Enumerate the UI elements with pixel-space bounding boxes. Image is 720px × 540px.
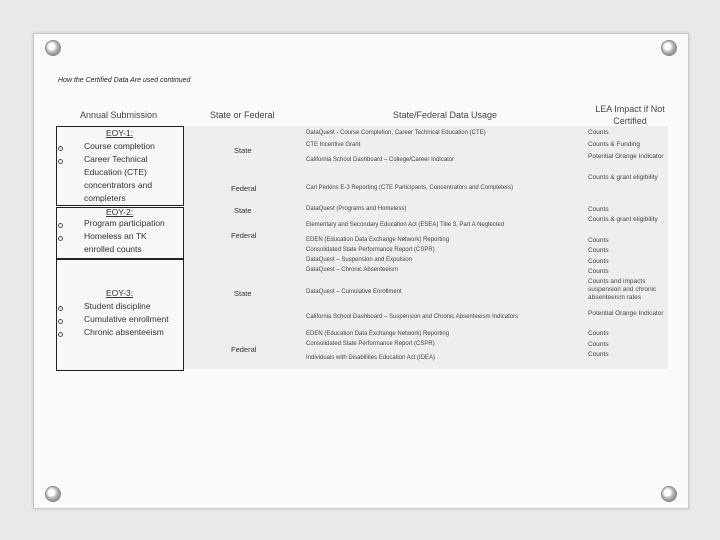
- bullet-icon: [58, 332, 63, 337]
- impact-item: Counts: [588, 341, 609, 348]
- header-lea-impact: LEA Impact if Not Certified: [595, 104, 665, 126]
- state-federal-cell: State: [234, 146, 252, 155]
- list-item: Education (CTE): [84, 167, 147, 177]
- impact-item: Counts: [588, 330, 609, 337]
- usage-item: DataQuest – Chronic Absenteeism: [306, 267, 399, 273]
- impact-item: Counts: [588, 247, 609, 254]
- bullet-icon: [58, 159, 63, 164]
- pin-icon: [661, 40, 677, 56]
- impact-item: Counts: [588, 268, 609, 275]
- list-item: Program participation: [84, 218, 165, 228]
- header-data-usage: State/Federal Data Usage: [393, 110, 498, 120]
- bullet-icon: [58, 306, 63, 311]
- bullet-icon: [58, 319, 63, 324]
- header-annual-submission: Annual Submission: [80, 110, 158, 120]
- eoy2-title: EOY-2:: [106, 207, 134, 217]
- usage-item: Elementary and Secondary Education Act (ESEA) Title 3, Part A Neglected: [306, 222, 505, 228]
- list-item: Student discipline: [84, 301, 151, 311]
- header-state-federal: State or Federal: [210, 110, 275, 120]
- list-item: enrolled counts: [84, 244, 142, 254]
- impact-item: Counts & grant eligibility: [588, 174, 658, 181]
- list-item: completers: [84, 193, 126, 203]
- list-item: Cumulative enrollment: [84, 314, 169, 324]
- impact-item: Counts & grant eligibility: [588, 216, 658, 223]
- usage-item: EDEN (Education Data Exchange Network) Reporting: [306, 331, 450, 337]
- list-item: Career Technical: [84, 154, 148, 164]
- impact-item: Counts: [588, 237, 609, 244]
- state-federal-cell: Federal: [231, 184, 257, 193]
- usage-item: DataQuest - Course Completion, Career Technical Education (CTE): [306, 130, 486, 136]
- usage-item: Consolidated State Performance Report (CSPR): [306, 247, 435, 253]
- impact-item: Counts: [588, 258, 609, 265]
- state-federal-cell: Federal: [231, 231, 257, 240]
- eoy3-title: EOY-3:: [106, 288, 134, 298]
- list-item: Chronic absenteeism: [84, 327, 164, 337]
- impact-item: Counts and impacts suspension and chronic absenteeism rates: [588, 278, 657, 301]
- impact-item: Counts & Funding: [588, 141, 641, 148]
- usage-item: Individuals with Disabilities Education Act (IDEA): [306, 355, 436, 361]
- impact-item: Counts: [588, 206, 609, 213]
- list-item: concentrators and: [84, 180, 153, 190]
- pin-icon: [45, 40, 61, 56]
- pin-icon: [661, 486, 677, 502]
- state-federal-cell: Federal: [231, 345, 257, 354]
- impact-item: Counts: [588, 129, 609, 136]
- usage-item: DataQuest – Cumulative Enrollment: [306, 289, 402, 295]
- list-item: Course completion: [84, 141, 155, 151]
- slide-subtitle: How the Certified Data Are used continued: [58, 77, 191, 84]
- list-item: Homeless an TK: [84, 231, 147, 241]
- usage-item: CTE Incentive Grant: [306, 142, 361, 148]
- usage-item: EDEN (Education Data Exchange Network) Reporting: [306, 237, 450, 243]
- impact-item: Potential Orange Indicator: [588, 153, 664, 160]
- usage-item: California School Dashboard – College/Career Indicator: [306, 157, 455, 163]
- bullet-icon: [58, 146, 63, 151]
- usage-item: DataQuest (Programs and Homeless): [306, 206, 407, 212]
- usage-item: Carl Perkins E-3 Reporting (CTE Participants, Concentrators and Completers): [306, 185, 514, 191]
- bullet-icon: [58, 223, 63, 228]
- usage-item: DataQuest – Suspension and Expulsion: [306, 257, 413, 263]
- eoy1-title: EOY-1:: [106, 128, 134, 138]
- state-federal-cell: State: [234, 289, 252, 298]
- usage-item: California School Dashboard – Suspension and Chronic Absenteeism Indicators: [306, 314, 519, 320]
- impact-item: Counts: [588, 351, 609, 358]
- pin-icon: [45, 486, 61, 502]
- state-federal-cell: State: [234, 206, 252, 215]
- usage-item: Consolidated State Performance Report (CSPR): [306, 341, 435, 347]
- impact-item: Potential Orange Indicator: [588, 310, 664, 317]
- bullet-icon: [58, 236, 63, 241]
